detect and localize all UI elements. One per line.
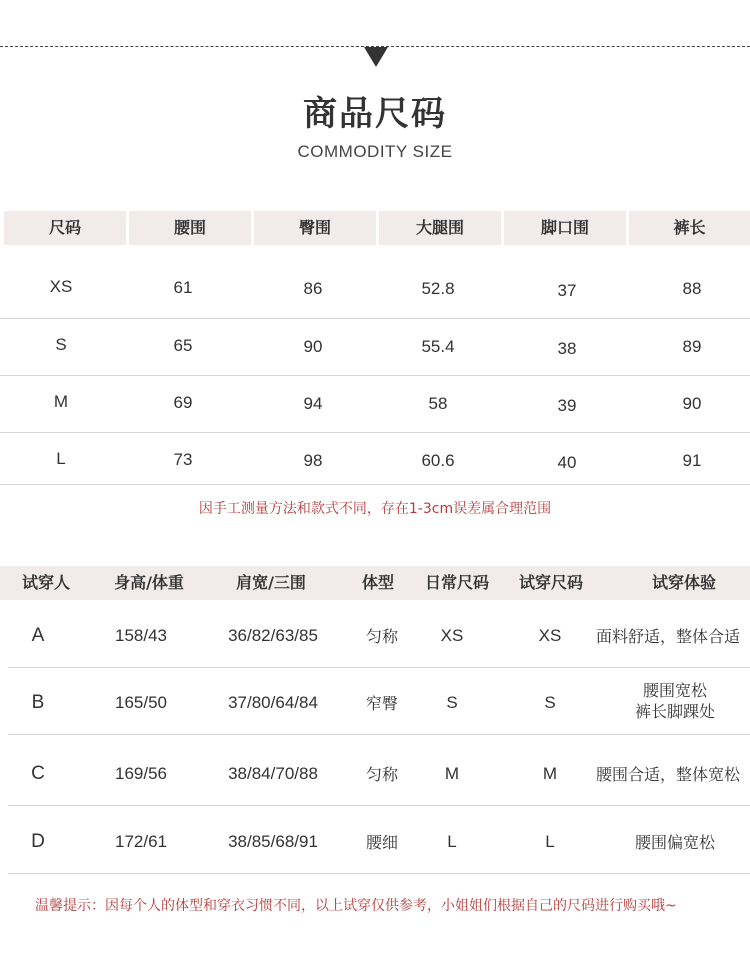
- cell-length: 89: [682, 337, 702, 356]
- cell-experience: 腰围合适，整体宽松: [595, 765, 740, 784]
- col-daily-size: 日常尺码: [424, 573, 489, 592]
- cell-height-weight: 172/61: [115, 832, 167, 851]
- cell-tried-size: M: [542, 764, 558, 783]
- cell-hip: 90: [303, 337, 323, 356]
- cell-person: B: [31, 692, 45, 713]
- cell-height-weight: 158/43: [115, 626, 167, 645]
- page-subtitle: COMMODITY SIZE: [297, 142, 453, 161]
- cell-measurements: 38/85/68/91: [228, 832, 318, 851]
- col-thigh: 大腿围: [379, 211, 501, 245]
- cell-waist: 65: [173, 336, 193, 355]
- cell-leg-opening: 39: [557, 396, 577, 415]
- cell-size: L: [56, 449, 66, 468]
- cell-waist: 61: [173, 278, 193, 297]
- cell-waist: 73: [173, 450, 193, 469]
- cell-length: 91: [682, 451, 702, 470]
- cell-tried-size: L: [545, 832, 555, 851]
- table-row: [0, 376, 750, 433]
- cell-body-type: 腰细: [365, 833, 398, 852]
- down-triangle-icon: [364, 47, 388, 67]
- col-person: 试穿人: [21, 573, 70, 592]
- col-height-weight: 身高/体重: [114, 573, 184, 592]
- size-table-header: [0, 211, 750, 245]
- cell-height-weight: 169/56: [115, 764, 167, 783]
- table-row: [0, 319, 750, 376]
- cell-daily-size: XS: [440, 626, 464, 645]
- col-leg-opening: 脚口围: [504, 211, 626, 245]
- cell-thigh: 60.6: [421, 451, 455, 470]
- cell-tried-size: S: [544, 693, 556, 712]
- cell-experience: [600, 680, 750, 722]
- cell-leg-opening: 38: [557, 339, 577, 358]
- cell-body-type: 匀称: [365, 627, 398, 646]
- page-title: 商品尺码: [303, 94, 447, 134]
- cell-tried-size: XS: [538, 626, 562, 645]
- cell-thigh: 52.8: [421, 279, 455, 298]
- cell-measurements: 38/84/70/88: [228, 764, 318, 783]
- experience-line: 腰围宽松: [642, 681, 707, 700]
- experience-line: 裤长脚踝处: [634, 702, 715, 721]
- col-body-type: 体型: [361, 573, 394, 592]
- col-tried-size: 试穿尺码: [518, 573, 583, 592]
- cell-leg-opening: 37: [557, 281, 577, 300]
- cell-size: S: [55, 335, 67, 354]
- table-row: [8, 667, 750, 735]
- col-waist: 腰围: [129, 211, 251, 245]
- cell-person: A: [31, 625, 45, 646]
- cell-daily-size: S: [446, 693, 458, 712]
- cell-size: XS: [49, 277, 73, 296]
- cell-hip: 94: [303, 394, 323, 413]
- cell-hip: 86: [303, 279, 323, 298]
- cell-person: C: [31, 763, 45, 784]
- cell-experience: 腰围偏宽松: [634, 833, 715, 852]
- col-measurements: 肩宽/三围: [236, 573, 306, 592]
- cell-measurements: 36/82/63/85: [228, 626, 318, 645]
- cell-daily-size: M: [444, 764, 460, 783]
- tryon-table-header: [0, 566, 750, 600]
- cell-thigh: 58: [428, 394, 448, 413]
- col-size: 尺码: [4, 211, 126, 245]
- cell-size: M: [53, 392, 69, 411]
- table-row: [8, 600, 750, 668]
- table-row: [0, 245, 750, 319]
- col-experience: 试穿体验: [651, 573, 716, 592]
- cell-length: 88: [682, 279, 702, 298]
- cell-body-type: 匀称: [365, 765, 398, 784]
- cell-measurements: 37/80/64/84: [228, 693, 318, 712]
- cell-experience: 面料舒适，整体合适: [595, 627, 740, 646]
- cell-thigh: 55.4: [421, 337, 455, 356]
- col-length: 裤长: [629, 211, 750, 245]
- cell-waist: 69: [173, 393, 193, 412]
- cell-body-type: 窄臀: [365, 694, 398, 713]
- measurement-note: 因手工测量方法和款式不同，存在1-3cm误差属合理范围: [198, 501, 552, 517]
- cell-height-weight: 165/50: [115, 693, 167, 712]
- col-hip: 臀围: [254, 211, 376, 245]
- cell-person: D: [31, 831, 45, 852]
- cell-daily-size: L: [447, 832, 457, 851]
- cell-hip: 98: [303, 451, 323, 470]
- cell-length: 90: [682, 394, 702, 413]
- tryon-tip-note: 温馨提示：因每个人的体型和穿衣习惯不同，以上试穿仅供参考，小姐姐们根据自己的尺码进行购买哦~: [35, 898, 677, 914]
- table-row: [8, 805, 750, 874]
- table-row: [0, 433, 750, 485]
- size-table: [0, 211, 750, 485]
- cell-leg-opening: 40: [557, 453, 577, 472]
- table-row: [8, 734, 750, 806]
